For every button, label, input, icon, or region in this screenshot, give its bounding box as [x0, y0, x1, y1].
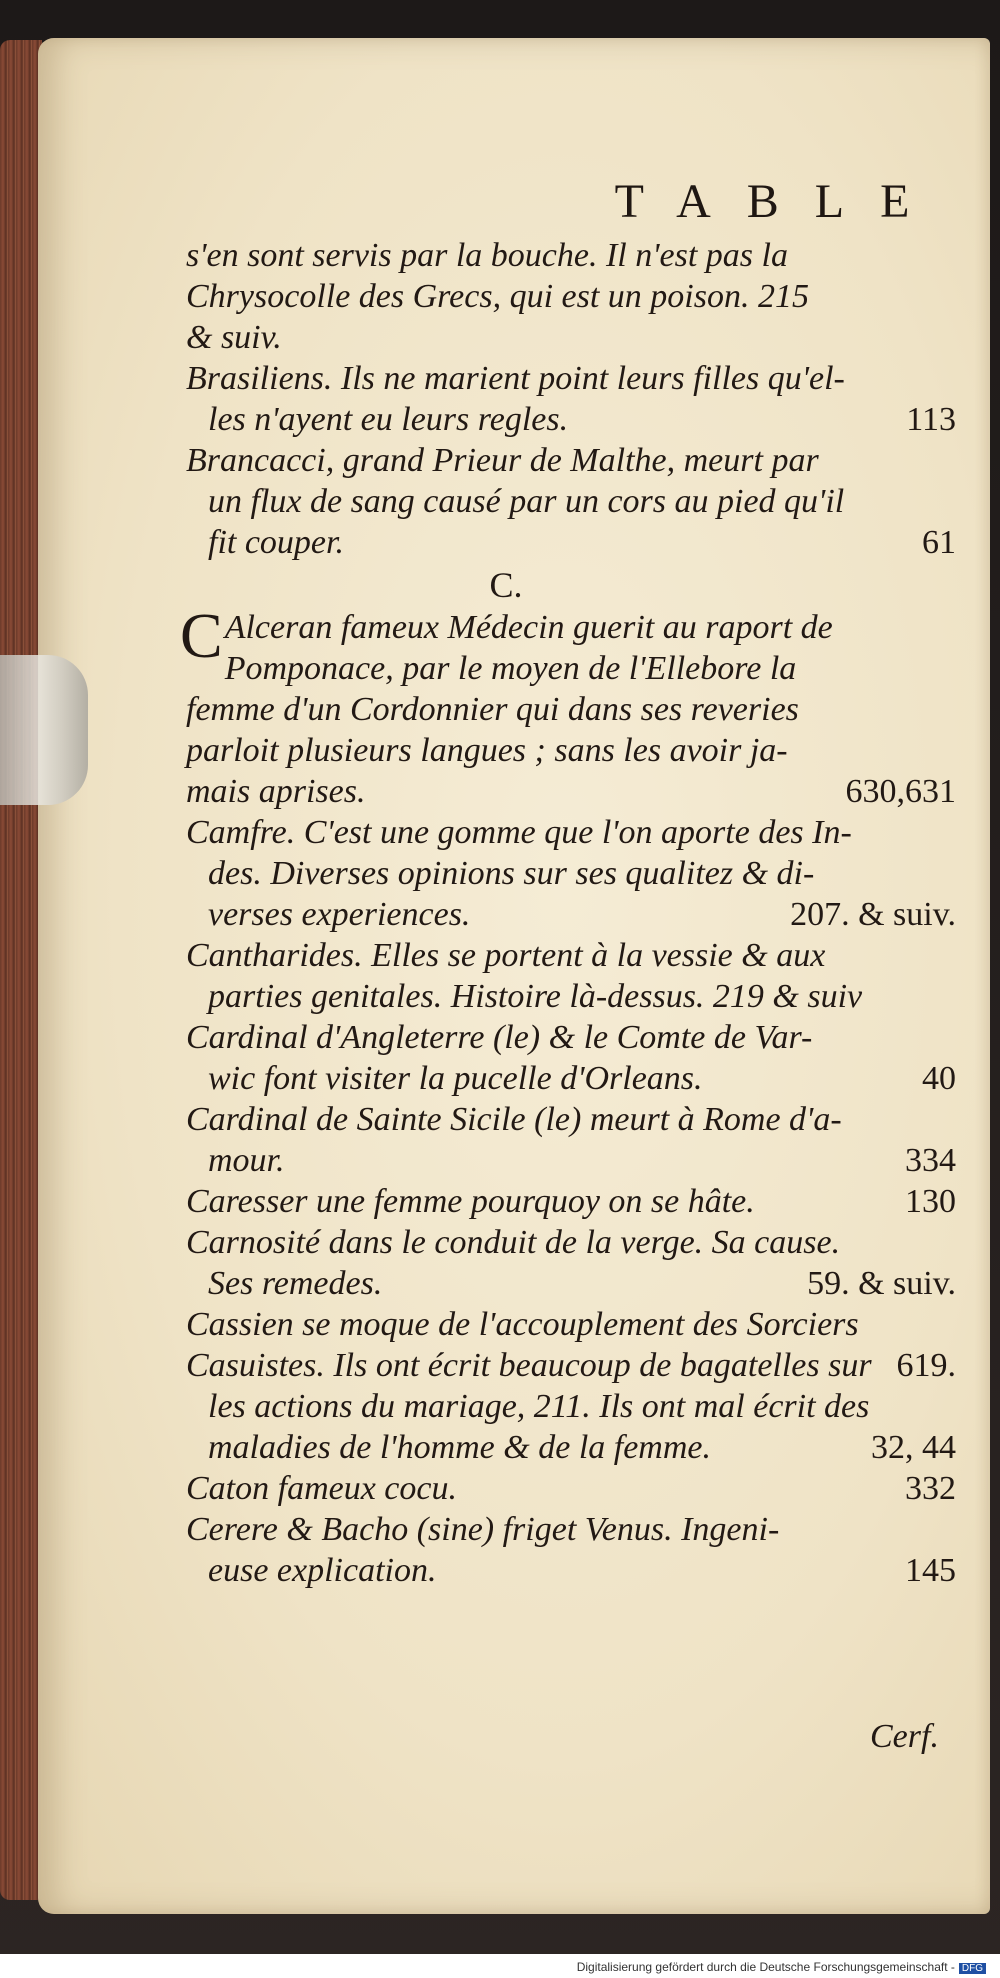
entry-line: [186, 1017, 956, 1058]
entry-line: [186, 1304, 956, 1345]
entry-text: Cardinal d'Angleterre (le) & le Comte de Var-: [186, 1019, 813, 1056]
entry-line: [186, 1386, 956, 1427]
entry-text: euse explication.: [208, 1552, 437, 1589]
entry-text: mour.: [208, 1142, 285, 1179]
entry-text: maladies de l'homme & de la femme.: [208, 1429, 711, 1466]
page-reference: 619.: [896, 1347, 956, 1384]
entry-line: [186, 812, 956, 853]
index-entry: [186, 812, 956, 935]
entry-text: parties genitales. Histoire là-dessus. 219 & suiv: [208, 978, 863, 1015]
index-entry: [186, 1181, 956, 1222]
entry-text: Caton fameux cocu.: [186, 1470, 457, 1507]
entry-text: Alceran fameux Médecin guerit au raport de: [224, 609, 833, 646]
catchword: Cerf.: [870, 1718, 939, 1755]
entry-text: Casuistes. Ils ont écrit beaucoup de bagatelles sur: [186, 1347, 872, 1384]
page-reference: 59. & suiv.: [807, 1265, 956, 1302]
footer-text: Digitalisierung gefördert durch die Deutsche Forschungsgemeinschaft -: [576, 1960, 955, 1974]
index-entry: [186, 935, 956, 1017]
page-reference: 334: [905, 1142, 956, 1179]
entry-text: Ses remedes.: [208, 1265, 383, 1302]
entry-line: [186, 894, 956, 935]
entry-text: wic font visiter la pucelle d'Orleans.: [208, 1060, 703, 1097]
index-entry: [186, 1017, 956, 1099]
entry-text: Cerere & Bacho (sine) friget Venus. Ingeni-: [186, 1511, 780, 1548]
entry-line: [186, 1222, 956, 1263]
entry-text: parloit plusieurs langues ; sans les avoir ja-: [186, 732, 788, 769]
entry-text: Cardinal de Sainte Sicile (le) meurt à Rome d'a-: [186, 1101, 842, 1138]
entry-text: les n'ayent eu leurs regles.: [208, 401, 569, 438]
entry-line: [186, 358, 956, 399]
entry-line: [186, 1427, 956, 1468]
index-entry: [186, 358, 956, 440]
entry-line: [186, 399, 956, 440]
entry-line: [186, 935, 956, 976]
section-letter: C.: [489, 565, 523, 605]
entry-line: [186, 235, 956, 276]
entry-text: Camfre. C'est une gomme que l'on aporte des In-: [186, 814, 852, 851]
entry-text: Chrysocolle des Grecs, qui est un poison. 215: [186, 278, 809, 315]
entry-text: femme d'un Cordonnier qui dans ses reveries: [186, 691, 799, 728]
entry-line: [186, 771, 956, 812]
entry-text: Brasiliens. Ils ne marient point leurs filles qu'el-: [186, 360, 845, 397]
book-page-edge: [0, 40, 42, 1900]
entry-line: [186, 1509, 956, 1550]
entry-line: [186, 1468, 956, 1509]
entry-line: [186, 853, 956, 894]
page-reference: 113: [906, 401, 956, 438]
entry-line: [186, 1099, 956, 1140]
entry-line: [186, 1058, 956, 1099]
entry-text: Carnosité dans le conduit de la verge. Sa cause.: [186, 1224, 841, 1261]
page-reference: 332: [905, 1470, 956, 1507]
page-reference: 207. & suiv.: [790, 896, 956, 933]
entry-line: [186, 648, 956, 689]
page-header: TABLE: [614, 175, 946, 228]
entry-text: des. Diverses opinions sur ses qualitez & di-: [208, 855, 815, 892]
page-reference: 61: [922, 524, 956, 561]
drop-cap: C: [180, 600, 223, 671]
entry-text: s'en sont servis par la bouche. Il n'est pas la: [186, 237, 788, 274]
entry-text: Cassien se moque de l'accouplement des Sorciers: [186, 1306, 859, 1343]
entry-text: un flux de sang causé par un cors au pied qu'il: [208, 483, 845, 520]
holding-clip: [0, 655, 88, 805]
entry-text: Pomponace, par le moyen de l'Ellebore la: [224, 650, 797, 687]
entry-text: mais aprises.: [186, 773, 366, 810]
entry-text: les actions du mariage, 211. Ils ont mal écrit des: [208, 1388, 870, 1425]
page-reference: 630,631: [845, 773, 956, 810]
index-entry: [186, 1509, 956, 1591]
entry-line: [186, 689, 956, 730]
page-reference: 32, 44: [871, 1429, 956, 1466]
index-entry: [186, 1468, 956, 1509]
entry-line: [186, 730, 956, 771]
entry-line: [186, 1181, 956, 1222]
index-entry: [186, 440, 956, 563]
entry-text: Cantharides. Elles se portent à la vessie & aux: [186, 937, 826, 974]
entry-line: [186, 481, 956, 522]
index-entry: [186, 235, 956, 358]
entry-line: [186, 1263, 956, 1304]
page-reference: 40: [922, 1060, 956, 1097]
index-entry: [186, 1099, 956, 1181]
entry-line: [186, 976, 956, 1017]
index-entry: [180, 600, 956, 812]
entry-text: & suiv.: [186, 319, 282, 356]
index-entry: [186, 1222, 956, 1304]
entry-text: verses experiences.: [208, 896, 471, 933]
index-entries: [180, 235, 956, 1591]
entry-line: [186, 1345, 956, 1386]
entry-text: fit couper.: [208, 524, 344, 561]
page-reference: 130: [905, 1183, 956, 1220]
dfg-logo: DFG: [959, 1963, 986, 1974]
entry-line: [186, 522, 956, 563]
entry-line: [186, 317, 956, 358]
index-entry: [186, 1345, 956, 1468]
entry-line: [186, 276, 956, 317]
entry-line: [186, 1140, 956, 1181]
footer-credit: [577, 1960, 986, 1974]
entry-text: Caresser une femme pourquoy on se hâte.: [186, 1183, 755, 1220]
footer-bar: [0, 1954, 1000, 1978]
entry-text: Brancacci, grand Prieur de Malthe, meurt par: [186, 442, 819, 479]
entry-line: [186, 440, 956, 481]
page-reference: 145: [905, 1552, 956, 1589]
entry-line: [186, 1550, 956, 1591]
